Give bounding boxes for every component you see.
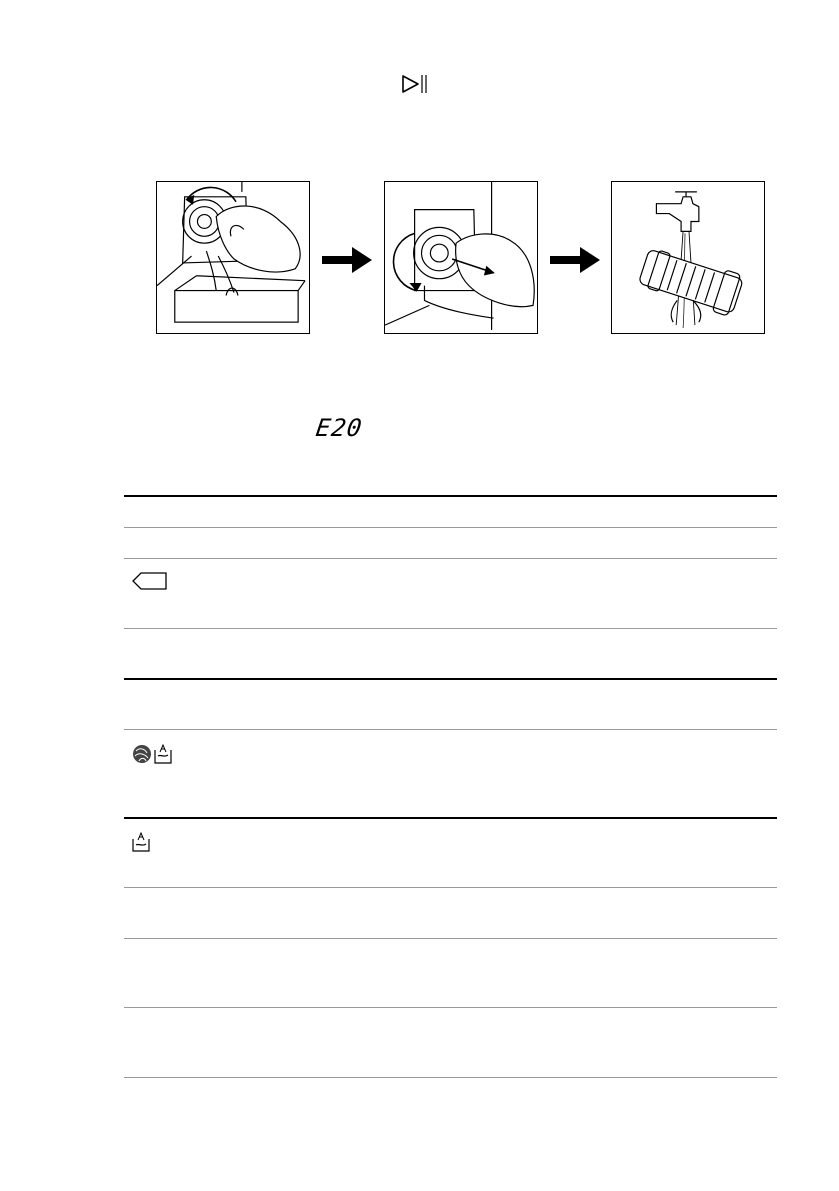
troubleshooting-table (124, 495, 777, 1078)
table-row (124, 939, 777, 1008)
table-row (124, 730, 777, 819)
right-arrow-icon (322, 247, 372, 273)
error-code: E20 (314, 414, 365, 442)
table-row (124, 528, 777, 559)
start-pause-icon (400, 73, 434, 95)
table-row (124, 629, 777, 680)
water-level-icon (131, 831, 151, 858)
wool-and-water-icons (131, 742, 173, 771)
tag-icon (131, 571, 169, 596)
table-row (124, 819, 777, 888)
table-row (124, 888, 777, 939)
table-row (124, 1008, 777, 1078)
table-row (124, 559, 777, 629)
illustration-rinse-filter (611, 181, 765, 334)
table-header-row (124, 495, 777, 528)
illustration-pull-filter (384, 181, 538, 334)
table-row (124, 680, 777, 730)
right-arrow-icon (550, 247, 600, 273)
illustration-turn-filter (156, 181, 310, 334)
